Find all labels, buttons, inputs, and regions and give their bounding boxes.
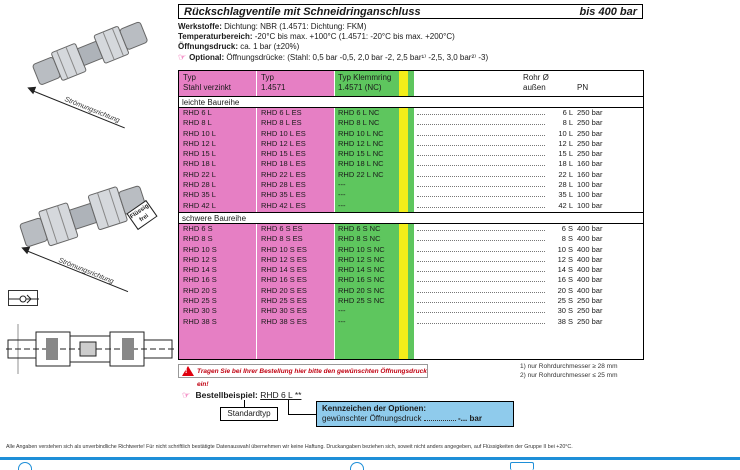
cell-nc: --- [338, 200, 346, 210]
cell-nc: RHD 25 S NC [338, 296, 385, 306]
cell-type: RHD 35 L [183, 190, 216, 200]
footer-logo-icon-2 [350, 462, 364, 470]
cell-nc: RHD 6 S NC [338, 224, 381, 233]
order-example: ☞ Bestellbeispiel: RHD 6 L ** [182, 390, 302, 400]
header-type: Typ [183, 73, 196, 82]
cell-size: 28 L [558, 180, 573, 190]
cell-pn: 160 bar [577, 169, 603, 179]
table-row [179, 265, 643, 275]
page-title: Rückschlagventile mit Schneidringanschluss [184, 5, 421, 18]
table-row [179, 224, 643, 234]
cell-nc: RHD 15 L NC [338, 149, 384, 159]
cell-type: RHD 6 S [183, 224, 213, 233]
footnote-2: 2) nur Rohrdurchmesser ≤ 25 mm [520, 372, 618, 379]
cell-type: RHD 12 L [183, 138, 216, 148]
fluid-free-badge: Flüssig frei [126, 200, 157, 230]
cell-es: RHD 38 S ES [261, 316, 307, 326]
header-pn: PN [577, 83, 589, 92]
cell-type: RHD 30 S [183, 306, 217, 316]
table-header [179, 71, 643, 97]
flow-direction-label-2: Strömungsrichtung [57, 257, 115, 286]
cell-nc: --- [338, 306, 346, 316]
spec-werkstoffe: Werkstoffe: Dichtung: NBR (1.4571: Dichtung: FKM) [178, 22, 367, 31]
cell-size: 20 S [557, 285, 573, 295]
header-type-material: Stahl verzinkt [183, 83, 232, 92]
cell-es: RHD 42 L ES [261, 200, 306, 210]
table-row [179, 149, 643, 159]
table-row [179, 190, 643, 200]
cell-es: RHD 30 S ES [261, 306, 307, 316]
cell-pn: 100 bar [577, 180, 603, 190]
cell-size: 18 L [558, 159, 573, 169]
cell-type: RHD 38 S [183, 316, 217, 326]
table-row [179, 306, 643, 316]
cell-type: RHD 12 S [183, 254, 217, 264]
cell-pn: 250 bar [577, 138, 603, 148]
cell-pn: 400 bar [577, 254, 603, 264]
cell-pn: 250 bar [577, 296, 603, 306]
footer-logo-icon-3 [510, 462, 534, 470]
table-row [179, 245, 643, 255]
table-row [179, 296, 643, 306]
spec-temperature: Temperaturbereich: -20°C bis max. +100°C (1.4571: -20°C bis max. +200°C) [178, 32, 455, 41]
cell-type: RHD 14 S [183, 265, 217, 275]
cell-size: 8 L [562, 118, 573, 128]
cell-nc: RHD 12 S NC [338, 254, 385, 264]
warning-note: ! Tragen Sie bei Ihrer Bestellung hier bitte den gewünschten Öffnungsdruck ein! [178, 364, 428, 378]
cell-type: RHD 18 L [183, 159, 216, 169]
table-row [179, 180, 643, 190]
cell-size: 12 S [557, 254, 573, 264]
check-valve-symbol [8, 290, 38, 306]
cell-pn: 250 bar [577, 108, 603, 117]
cell-pn: 400 bar [577, 244, 603, 254]
cell-type: RHD 42 L [183, 200, 216, 210]
cell-size: 25 S [557, 296, 573, 306]
cell-es: RHD 22 L ES [261, 169, 306, 179]
cell-size: 8 S [561, 234, 573, 244]
cell-size: 38 S [557, 316, 573, 326]
header-nc-material: 1.4571 (NC) [338, 83, 382, 92]
cell-nc: --- [338, 316, 346, 326]
group-light: leichte Baureihe [179, 97, 643, 108]
cell-size: 35 L [558, 190, 573, 200]
cell-es: RHD 6 L ES [261, 108, 302, 117]
cell-pn: 400 bar [577, 275, 603, 285]
cell-es: RHD 35 L ES [261, 190, 306, 200]
cell-es: RHD 14 S ES [261, 265, 307, 275]
cell-nc: RHD 8 S NC [338, 234, 381, 244]
cell-nc: RHD 10 S NC [338, 244, 385, 254]
rows-heavy [179, 224, 643, 327]
valve-section-drawing [6, 318, 176, 380]
cell-pn: 250 bar [577, 118, 603, 128]
cell-type: RHD 8 S [183, 234, 213, 244]
footer-bar [0, 457, 740, 460]
cell-es: RHD 10 S ES [261, 244, 307, 254]
cell-pn: 400 bar [577, 285, 603, 295]
cell-type: RHD 15 L [183, 149, 216, 159]
order-code: RHD 6 L ** [260, 390, 302, 400]
footer-logo-icon [18, 462, 32, 470]
cell-nc: --- [338, 180, 346, 190]
table-row [179, 234, 643, 244]
cell-pn: 250 bar [577, 316, 603, 326]
pointing-hand-icon-2: ☞ [182, 390, 191, 400]
table-row [179, 255, 643, 265]
cell-pn: 400 bar [577, 224, 603, 233]
cell-nc: RHD 12 L NC [338, 138, 384, 148]
cell-pn: 250 bar [577, 128, 603, 138]
cell-size: 6 S [561, 224, 573, 233]
pointing-hand-icon: ☞ [178, 52, 187, 62]
valve-light-image [26, 18, 156, 88]
cell-size: 10 S [557, 244, 573, 254]
cell-pn: 400 bar [577, 265, 603, 275]
cell-es: RHD 12 L ES [261, 138, 306, 148]
cell-es: RHD 20 S ES [261, 285, 307, 295]
table-row [179, 286, 643, 296]
rows-light [179, 108, 643, 211]
flow-arrow-head [26, 84, 36, 94]
cell-nc: RHD 22 L NC [338, 169, 384, 179]
cell-es: RHD 25 S ES [261, 296, 307, 306]
cell-type: RHD 8 L [183, 118, 212, 128]
cell-type: RHD 10 L [183, 128, 216, 138]
cell-nc: RHD 20 S NC [338, 285, 385, 295]
cell-size: 14 S [557, 265, 573, 275]
header-nc: Typ Klemmring [338, 73, 392, 82]
cell-type: RHD 16 S [183, 275, 217, 285]
table-row [179, 201, 643, 211]
cell-type: RHD 25 S [183, 296, 217, 306]
table-row [179, 170, 643, 180]
cell-type: RHD 10 S [183, 244, 217, 254]
cell-pn: 250 bar [577, 149, 603, 159]
cell-size: 6 L [562, 108, 573, 117]
flow-direction-label: Strömungsrichtung [63, 96, 121, 125]
standard-type-box: Standardtyp [220, 407, 278, 421]
spec-opening-pressure: Öffnungsdruck: ca. 1 bar (±20%) [178, 42, 300, 51]
title-bar [178, 4, 643, 19]
table-row [179, 108, 643, 118]
cell-es: RHD 12 S ES [261, 254, 307, 264]
cell-size: 30 S [557, 306, 573, 316]
cell-es: RHD 6 S ES [261, 224, 303, 233]
cell-nc: RHD 18 L NC [338, 159, 384, 169]
cell-nc: RHD 16 S NC [338, 275, 385, 285]
table-row [179, 139, 643, 149]
header-es: Typ [261, 73, 274, 82]
table-row [179, 129, 643, 139]
disclaimer: Alle Angaben verstehen sich als unverbindliche Richtwerte! Für nicht schriftlich bestätigte Datenauswahl übernehmen wir keine Haftung. Druckangaben beziehen sich, soweit nicht anders angegeben, auf Flüssigkeiten der Gruppe II bei +20°C. [6, 444, 573, 450]
cell-nc: RHD 6 L NC [338, 108, 380, 117]
cell-nc: RHD 10 L NC [338, 128, 384, 138]
cell-type: RHD 22 L [183, 169, 216, 179]
cell-size: 15 L [558, 149, 573, 159]
cell-pn: 400 bar [577, 234, 603, 244]
flow-arrow-line [32, 90, 125, 128]
cell-es: RHD 16 S ES [261, 275, 307, 285]
product-table [178, 70, 644, 360]
cell-pn: 100 bar [577, 190, 603, 200]
warning-icon [182, 366, 194, 376]
specifications [178, 22, 648, 63]
cell-type: RHD 28 L [183, 180, 216, 190]
cell-pn: 100 bar [577, 200, 603, 210]
table-row [179, 275, 643, 285]
cell-pn: 160 bar [577, 159, 603, 169]
cell-pn: 250 bar [577, 306, 603, 316]
table-row [179, 159, 643, 169]
cell-size: 22 L [558, 169, 573, 179]
cell-nc: RHD 14 S NC [338, 265, 385, 275]
cell-nc: RHD 8 L NC [338, 118, 380, 128]
header-size: Rohr Ø [523, 73, 549, 82]
group-heavy: schwere Baureihe [179, 213, 643, 224]
cell-size: 16 S [557, 275, 573, 285]
cell-size: 42 L [558, 200, 573, 210]
header-size-sub: außen [523, 83, 546, 92]
pressure-range: bis 400 bar [579, 5, 637, 18]
cell-es: RHD 8 L ES [261, 118, 302, 128]
options-box: Kennzeichen der Optionen: gewünschter Öffnungsdruck -... bar [316, 401, 514, 427]
spec-optional: ☞ Optional: Öffnungsdrücke: (Stahl: 0,5 bar -0,5, 2,0 bar -2, 2,5 bar¹⁾ -2,5, 3,0 bar²⁾ -3) [178, 52, 489, 62]
cell-type: RHD 6 L [183, 108, 212, 117]
cell-nc: --- [338, 190, 346, 200]
cell-size: 10 L [558, 128, 573, 138]
table-row [179, 317, 643, 327]
footnote-1: 1) nur Rohrdurchmesser ≥ 28 mm [520, 363, 618, 370]
cell-size: 12 L [558, 138, 573, 148]
cell-type: RHD 20 S [183, 285, 217, 295]
cell-es: RHD 18 L ES [261, 159, 306, 169]
table-row [179, 118, 643, 128]
header-es-material: 1.4571 [261, 83, 286, 92]
cell-es: RHD 28 L ES [261, 180, 306, 190]
cell-es: RHD 15 L ES [261, 149, 306, 159]
cell-es: RHD 8 S ES [261, 234, 303, 244]
cell-es: RHD 10 L ES [261, 128, 306, 138]
